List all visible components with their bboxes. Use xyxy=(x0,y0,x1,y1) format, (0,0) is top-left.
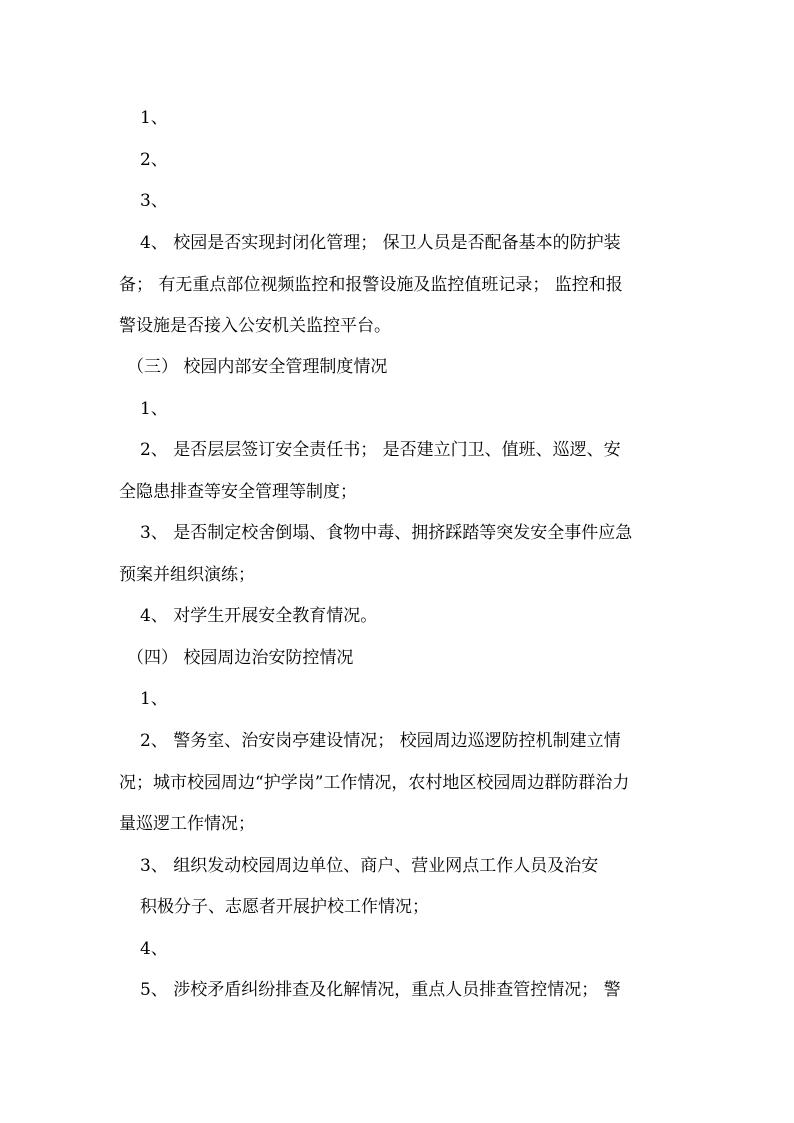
item-4-line-1: 4、 校园是否实现封闭化管理； 保卫人员是否配备基本的防护装 xyxy=(140,233,621,253)
section-4-item-3-line-1: 3、 组织发动校园周边单位、商户、营业网点工作人员及治安 xyxy=(140,856,599,876)
section-3-item-4: 4、 对学生开展安全教育情况。 xyxy=(140,606,378,626)
section-heading-4: （四） 校园周边治安防控情况 xyxy=(127,648,354,668)
section-4-item-2-line-3: 量巡逻工作情况； xyxy=(119,814,255,834)
item-3: 3、 xyxy=(140,191,168,211)
section-4-item-3-line-2: 积极分子、志愿者开展护校工作情况； xyxy=(140,897,429,917)
section-4-item-5: 5、 涉校矛盾纠纷排查及化解情况，重点人员排查管控情况； 警 xyxy=(140,980,621,1000)
section-4-item-2-line-1: 2、 警务室、治安岗亭建设情况； 校园周边巡逻防控机制建立情 xyxy=(140,731,621,751)
section-4-item-4: 4、 xyxy=(140,939,168,959)
section-3-item-2-line-1: 2、 是否层层签订安全责任书； 是否建立门卫、值班、巡逻、安 xyxy=(140,440,621,460)
section-3-item-2-line-2: 全隐患排查等安全管理等制度； xyxy=(119,482,357,502)
item-4-line-2: 备； 有无重点部位视频监控和报警设施及监控值班记录； 监控和报 xyxy=(119,275,623,295)
section-3-item-3-line-1: 3、 是否制定校舍倒塌、食物中毒、拥挤踩踏等突发安全事件应急 xyxy=(140,523,633,543)
item-4-line-3: 警设施是否接入公安机关监控平台。 xyxy=(119,316,391,336)
item-2: 2、 xyxy=(140,150,168,170)
item-1: 1、 xyxy=(140,108,168,128)
section-3-item-1: 1、 xyxy=(140,399,168,419)
section-heading-3: （三） 校园内部安全管理制度情况 xyxy=(127,357,388,377)
section-4-item-1: 1、 xyxy=(140,689,168,709)
section-4-item-2-line-2: 况；城市校园周边“护学岗”工作情况，农村地区校园周边群防群治力 xyxy=(119,773,630,793)
section-3-item-3-line-2: 预案并组织演练； xyxy=(119,565,255,585)
